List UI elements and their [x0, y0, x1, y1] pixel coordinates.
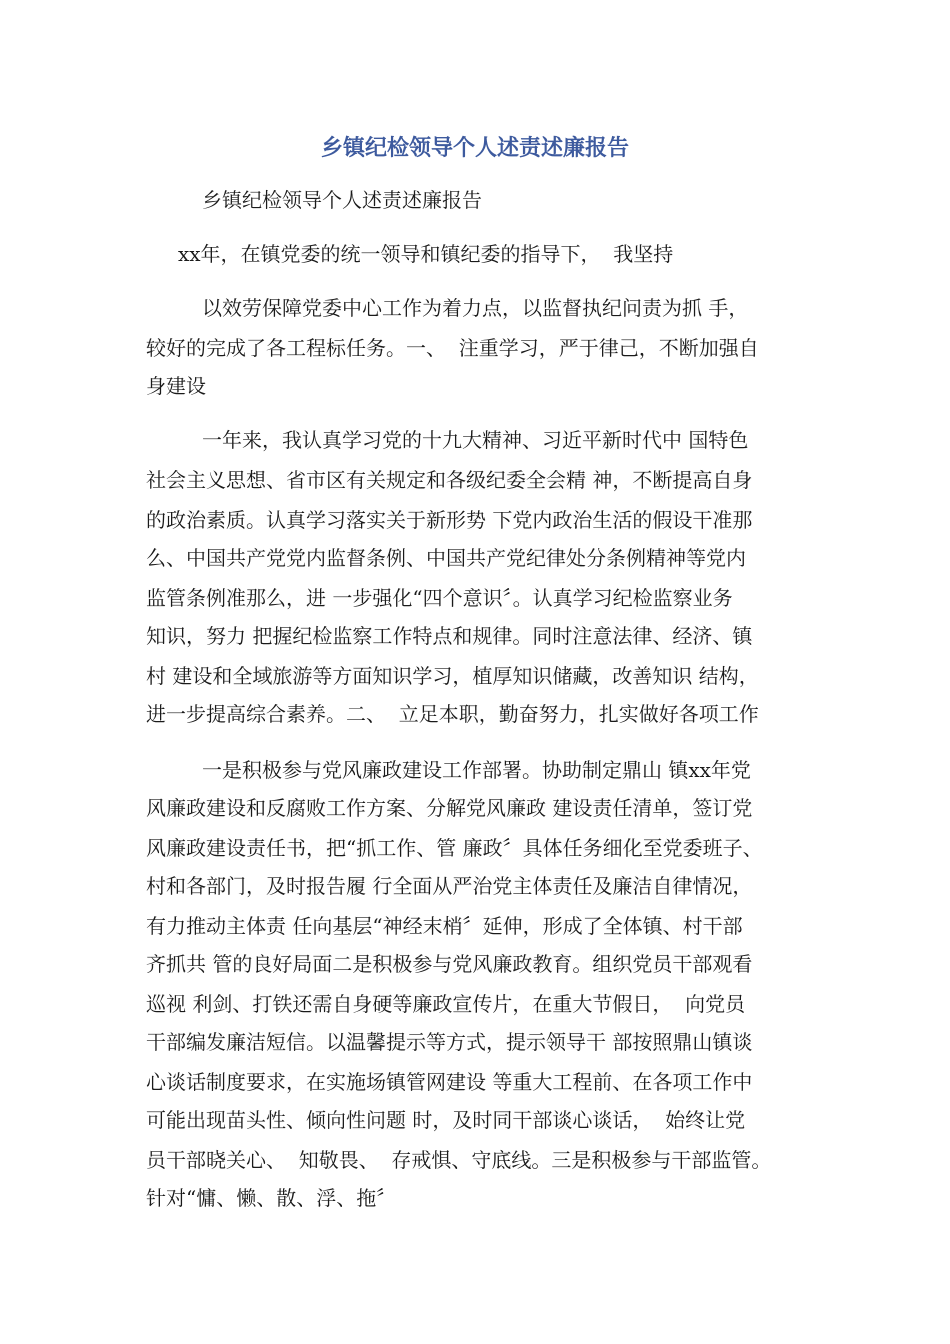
- paragraph-line: 针对“慵、懒、散、浮、拖〞: [146, 1186, 397, 1210]
- paragraph-line: 进一步提高综合素养。二、 立足本职，勤奋努力，扎实做好各项工作: [146, 702, 759, 726]
- paragraph-line: 较好的完成了各工程标任务。一、 注重学习，严于律己，不断加强自: [146, 336, 759, 360]
- paragraph-line: 一是积极参与党风廉政建设工作部署。协助制定鼎山 镇xx年党: [202, 758, 751, 782]
- paragraph-line: xx年，在镇党委的统一领导和镇纪委的指导下， 我坚持: [178, 242, 674, 266]
- document-title: 乡镇纪检领导个人述责述廉报告: [320, 136, 629, 161]
- paragraph-line: 社会主义思想、省市区有关规定和各级纪委全会精 神，不断提高自身: [146, 468, 753, 492]
- subtitle-line: 乡镇纪检领导个人述责述廉报告: [202, 188, 482, 212]
- paragraph-line: 以效劳保障党委中心工作为着力点，以监督执纪问责为抓 手，: [202, 296, 749, 320]
- paragraph-line: 员干部晓关心、 知敬畏、 存戒惧、守底线。三是积极参与干部监管。: [146, 1148, 772, 1172]
- paragraph-line: 风廉政建设责任书，把“抓工作、管 廉政〞具体任务细化至党委班子、: [146, 836, 763, 860]
- paragraph-line: 的政治素质。认真学习落实关于新形势 下党内政治生活的假设干准那: [146, 508, 753, 532]
- paragraph-line: 身建设: [146, 374, 206, 398]
- paragraph-line: 监管条例准那么，进 一步强化“四个意识〞。认真学习纪检监察业务: [146, 586, 733, 610]
- paragraph-line: 一年来，我认真学习党的十九大精神、习近平新时代中 国特色: [202, 428, 749, 452]
- paragraph-line: 风廉政建设和反腐败工作方案、分解党风廉政 建设责任清单，签订党: [146, 796, 753, 820]
- paragraph-line: 村 建设和全域旅游等方面知识学习，植厚知识储藏，改善知识 结构，: [146, 664, 759, 688]
- paragraph-line: 村和各部门，及时报告履 行全面从严治党主体责任及廉洁自律情况，: [146, 874, 753, 898]
- paragraph-line: 知识，努力 把握纪检监察工作特点和规律。同时注意法律、经济、镇: [146, 624, 753, 648]
- paragraph-line: 有力推动主体责 任向基层“神经末梢〞延伸，形成了全体镇、村干部: [146, 914, 743, 938]
- paragraph-line: 巡视 利剑、打铁还需自身硬等廉政宣传片，在重大节假日， 向党员: [146, 992, 746, 1016]
- paragraph-line: 心谈话制度要求，在实施场镇管网建设 等重大工程前、在各项工作中: [146, 1070, 753, 1094]
- paragraph-line: 么、中国共产党党内监督条例、中国共产党纪律处分条例精神等党内: [146, 546, 746, 570]
- paragraph-line: 齐抓共 管的良好局面二是积极参与党风廉政教育。组织党员干部观看: [146, 952, 753, 976]
- paragraph-line: 可能出现苗头性、倾向性问题 时，及时同干部谈心谈话， 始终让党: [146, 1108, 746, 1132]
- paragraph-line: 干部编发廉洁短信。以温馨提示等方式，提示领导干 部按照鼎山镇谈: [146, 1030, 753, 1054]
